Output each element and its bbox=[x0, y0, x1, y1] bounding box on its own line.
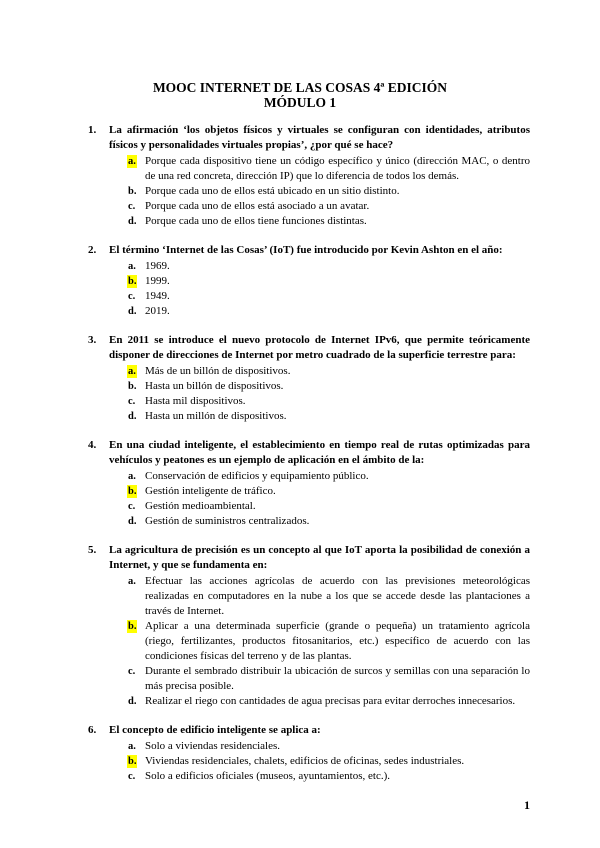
option-letter: b. bbox=[128, 381, 137, 392]
answer-option bbox=[88, 769, 530, 784]
option-text: Porque cada dispositivo tiene un código específico y único (dirección MAC, o dentro de una red concreta, dirección IP) que lo diferencia de todos los demás. bbox=[145, 155, 530, 182]
question-text: El concepto de edificio inteligente se aplica a: bbox=[109, 724, 321, 736]
answer-option bbox=[88, 469, 530, 484]
option-text: Porque cada uno de ellos está asociado a un avatar. bbox=[145, 200, 370, 212]
answer-option bbox=[88, 499, 530, 514]
answer-options bbox=[88, 259, 530, 319]
option-letter: c. bbox=[128, 291, 136, 302]
question-text: En una ciudad inteligente, el establecimiento en tiempo real de rutas optimizadas para vehículos y peatones es un ejemplo de aplicación en el ámbito de la: bbox=[109, 439, 530, 466]
option-letter: a. bbox=[128, 741, 136, 752]
answer-option bbox=[88, 304, 530, 319]
question-number: 1. bbox=[88, 124, 97, 136]
answer-option bbox=[88, 214, 530, 229]
option-text: Gestión medioambiental. bbox=[145, 500, 256, 512]
option-text: 1949. bbox=[145, 290, 170, 302]
answer-option bbox=[88, 409, 530, 424]
option-letter: b. bbox=[128, 621, 137, 632]
option-letter: b. bbox=[128, 486, 137, 497]
option-text: Solo a viviendas residenciales. bbox=[145, 740, 281, 752]
answer-option bbox=[88, 379, 530, 394]
option-letter: b. bbox=[128, 186, 137, 197]
answer-option-correct bbox=[88, 619, 530, 664]
option-text: 2019. bbox=[145, 305, 170, 317]
answer-option bbox=[88, 199, 530, 214]
question-item bbox=[88, 438, 530, 529]
option-text: Efectuar las acciones agrícolas de acuerdo con las previsiones meteorológicas realizadas en computadores en la nube a los que se accede desde las plantaciones a través de Internet. bbox=[145, 575, 530, 617]
option-letter: d. bbox=[128, 696, 137, 707]
option-letter: a. bbox=[128, 261, 136, 272]
option-text: Aplicar a una determinada superficie (grande o pequeña) un tratamiento agrícola (riego, fertilizantes, productos fitosanitarios, etc.) específico de acuerdo con las condiciones físicas del terreno y de las plantas. bbox=[145, 620, 530, 662]
option-text: 1999. bbox=[145, 275, 170, 287]
question-header bbox=[88, 543, 530, 573]
option-letter: b. bbox=[128, 756, 137, 767]
answer-option bbox=[88, 739, 530, 754]
option-text: Porque cada uno de ellos está ubicado en un sitio distinto. bbox=[145, 185, 400, 197]
answer-option bbox=[88, 289, 530, 304]
question-text: La afirmación ‘los objetos físicos y virtuales se configuran con identidades, atributos físicos y personalidades virtuales propias’, ¿por qué se hace? bbox=[109, 124, 530, 151]
option-text: Durante el sembrado distribuir la ubicación de surcos y semillas con una separación lo más precisa posible. bbox=[145, 665, 530, 692]
option-letter: b. bbox=[128, 276, 137, 287]
answer-option bbox=[88, 574, 530, 619]
option-letter: c. bbox=[128, 201, 136, 212]
option-text: Porque cada uno de ellos tiene funciones distintas. bbox=[145, 215, 367, 227]
option-letter: a. bbox=[128, 576, 136, 587]
answer-option bbox=[88, 694, 530, 709]
document-title: MOOC INTERNET DE LAS COSAS 4ª EDICIÓN bbox=[152, 80, 448, 95]
answer-option bbox=[88, 514, 530, 529]
question-number: 3. bbox=[88, 334, 97, 346]
option-text: Conservación de edificios y equipamiento público. bbox=[145, 470, 369, 482]
option-letter: c. bbox=[128, 771, 136, 782]
option-text: Gestión de suministros centralizados. bbox=[145, 515, 310, 527]
question-header bbox=[88, 723, 530, 738]
option-letter: d. bbox=[128, 216, 137, 227]
question-header bbox=[88, 123, 530, 153]
question-list bbox=[88, 123, 530, 798]
question-header bbox=[88, 243, 530, 258]
question-item bbox=[88, 123, 530, 229]
option-text: Viviendas residenciales, chalets, edificios de oficinas, sedes industriales. bbox=[145, 755, 465, 767]
answer-option-correct bbox=[88, 274, 530, 289]
answer-option-correct bbox=[88, 754, 530, 769]
answer-option bbox=[88, 394, 530, 409]
question-item bbox=[88, 543, 530, 709]
option-letter: d. bbox=[128, 306, 137, 317]
answer-option bbox=[88, 184, 530, 199]
option-text: Hasta mil dispositivos. bbox=[145, 395, 246, 407]
answer-option-correct bbox=[88, 484, 530, 499]
question-header bbox=[88, 438, 530, 468]
option-letter: d. bbox=[128, 411, 137, 422]
question-text: El término ‘Internet de las Cosas’ (IoT) fue introducido por Kevin Ashton en el año: bbox=[109, 244, 503, 256]
question-number: 6. bbox=[88, 724, 97, 736]
option-letter: c. bbox=[128, 666, 136, 677]
answer-options bbox=[88, 154, 530, 229]
option-text: Solo a edificios oficiales (museos, ayuntamientos, etc.). bbox=[145, 770, 390, 782]
option-text: Gestión inteligente de tráfico. bbox=[145, 485, 276, 497]
page-number: 1 bbox=[524, 798, 530, 812]
question-item bbox=[88, 723, 530, 784]
answer-option-correct bbox=[88, 364, 530, 379]
question-number: 5. bbox=[88, 544, 97, 556]
option-text: Más de un billón de dispositivos. bbox=[145, 365, 291, 377]
option-text: Hasta un millón de dispositivos. bbox=[145, 410, 287, 422]
option-letter: c. bbox=[128, 501, 136, 512]
option-letter: c. bbox=[128, 396, 136, 407]
option-text: 1969. bbox=[145, 260, 170, 272]
answer-option-correct bbox=[88, 154, 530, 184]
option-letter: a. bbox=[128, 156, 136, 167]
question-text: La agricultura de precisión es un concepto al que IoT aporta la posibilidad de conexión a Internet, y que se fundamenta en: bbox=[109, 544, 530, 571]
answer-options bbox=[88, 469, 530, 529]
option-letter: a. bbox=[128, 366, 136, 377]
answer-options bbox=[88, 574, 530, 709]
question-number: 4. bbox=[88, 439, 97, 451]
module-subtitle: MÓDULO 1 bbox=[263, 95, 337, 110]
question-header bbox=[88, 333, 530, 363]
option-letter: d. bbox=[128, 516, 137, 527]
option-text: Realizar el riego con cantidades de agua precisas para evitar derroches innecesarios. bbox=[145, 695, 516, 707]
question-text: En 2011 se introduce el nuevo protocolo de Internet IPv6, que permite teóricamente disponer de direcciones de Internet por metro cuadrado de la superficie terrestre para: bbox=[109, 334, 530, 361]
question-item bbox=[88, 333, 530, 424]
option-letter: a. bbox=[128, 471, 136, 482]
question-number: 2. bbox=[88, 244, 97, 256]
option-text: Hasta un billón de dispositivos. bbox=[145, 380, 284, 392]
answer-options bbox=[88, 739, 530, 784]
answer-option bbox=[88, 664, 530, 694]
question-item bbox=[88, 243, 530, 319]
answer-options bbox=[88, 364, 530, 424]
answer-option bbox=[88, 259, 530, 274]
